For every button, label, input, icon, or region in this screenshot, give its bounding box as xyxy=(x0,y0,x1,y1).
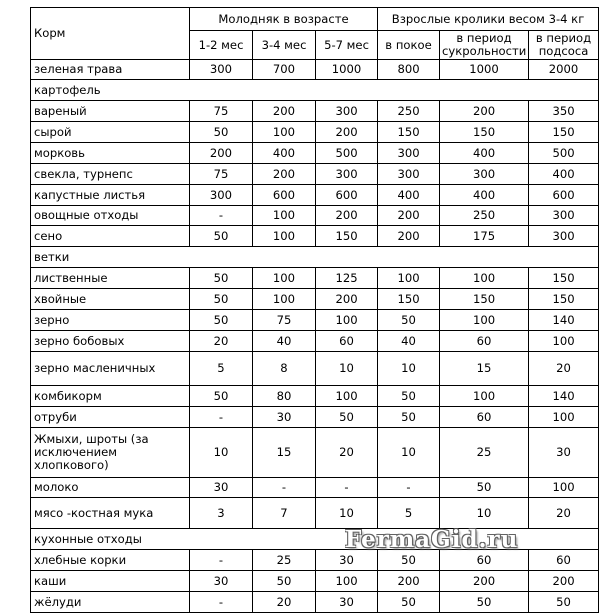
table-row xyxy=(31,352,599,386)
feed-amount-cell: 200 xyxy=(378,226,440,247)
table-row xyxy=(31,206,599,226)
feed-name: зерно масленичных xyxy=(31,352,190,386)
feed-amount-cell: 50 xyxy=(190,122,253,143)
feed-amount-cell: 140 xyxy=(529,386,599,407)
feed-amount-cell: 100 xyxy=(529,331,599,352)
feed-amount-cell: - xyxy=(190,407,253,428)
feed-amount-cell: 50 xyxy=(378,310,440,331)
feed-amount-cell: 40 xyxy=(253,331,316,352)
feed-amount-cell: 100 xyxy=(253,268,316,289)
feed-amount-cell: 200 xyxy=(253,101,316,122)
feed-amount-cell: 50 xyxy=(378,407,440,428)
feed-name: вареный xyxy=(31,101,190,122)
feed-name: отруби xyxy=(31,407,190,428)
feed-amount-cell: 30 xyxy=(529,428,599,478)
feed-amount-cell: 5 xyxy=(378,498,440,529)
feed-amount-cell: 30 xyxy=(316,550,378,571)
feed-amount-cell: 300 xyxy=(190,60,253,80)
feed-amount-cell: 1000 xyxy=(440,60,529,80)
feed-amount-cell: - xyxy=(316,478,378,498)
col-header: в покое xyxy=(378,31,440,60)
feed-amount-cell: 200 xyxy=(190,143,253,164)
feed-amount-cell: 60 xyxy=(529,550,599,571)
feed-amount-cell: 700 xyxy=(253,60,316,80)
feed-amount-cell: 75 xyxy=(190,164,253,185)
feed-amount-cell: 60 xyxy=(440,407,529,428)
feed-amount-cell: 200 xyxy=(253,164,316,185)
feed-amount-cell: 10 xyxy=(316,352,378,386)
table-row xyxy=(31,592,599,613)
feed-amount-cell: 150 xyxy=(529,289,599,310)
feed-name: хлебные корки xyxy=(31,550,190,571)
table-row xyxy=(31,60,599,80)
feed-amount-cell: 600 xyxy=(529,185,599,206)
table-row xyxy=(31,268,599,289)
feed-amount-cell: 8 xyxy=(253,352,316,386)
feed-amount-cell: 75 xyxy=(253,310,316,331)
feed-amount-cell: 250 xyxy=(378,101,440,122)
feed-amount-cell: 25 xyxy=(253,550,316,571)
feed-amount-cell: - xyxy=(190,550,253,571)
feed-amount-cell: 200 xyxy=(378,571,440,592)
feed-name: каши xyxy=(31,571,190,592)
feed-amount-cell: 20 xyxy=(316,428,378,478)
feed-amount-cell: 80 xyxy=(253,386,316,407)
feed-amount-cell: 30 xyxy=(190,478,253,498)
section-row xyxy=(31,80,599,101)
table-row xyxy=(31,571,599,592)
feed-amount-cell: 20 xyxy=(529,352,599,386)
feed-amount-cell: 20 xyxy=(253,592,316,613)
feed-amount-cell: 300 xyxy=(378,143,440,164)
feed-name: зерно бобовых xyxy=(31,331,190,352)
feed-amount-cell: 7 xyxy=(253,498,316,529)
feed-amount-cell: 30 xyxy=(190,571,253,592)
feed-name: жёлуди xyxy=(31,592,190,613)
feed-amount-cell: 50 xyxy=(190,289,253,310)
feed-amount-cell: 60 xyxy=(440,550,529,571)
col-header: 1-2 мес xyxy=(190,31,253,60)
feed-amount-cell: 20 xyxy=(529,498,599,529)
feed-amount-cell: 15 xyxy=(253,428,316,478)
feed-amount-cell: 150 xyxy=(378,122,440,143)
section-label: кухонные отходы xyxy=(31,529,599,550)
feed-amount-cell: 300 xyxy=(529,206,599,226)
feed-amount-cell: 100 xyxy=(253,122,316,143)
feed-amount-cell: 25 xyxy=(440,428,529,478)
feed-amount-cell: 300 xyxy=(529,226,599,247)
table-row xyxy=(31,386,599,407)
feed-amount-cell: 500 xyxy=(316,143,378,164)
feed-amount-cell: 175 xyxy=(440,226,529,247)
feed-amount-cell: 250 xyxy=(440,206,529,226)
feed-amount-cell: 100 xyxy=(253,226,316,247)
feed-amount-cell: 50 xyxy=(440,478,529,498)
watermark: FermaGid.ru xyxy=(345,526,519,553)
feed-amount-cell: 100 xyxy=(440,268,529,289)
table-row xyxy=(31,143,599,164)
feed-amount-cell: 10 xyxy=(378,428,440,478)
table-row xyxy=(31,226,599,247)
feed-amount-cell: 150 xyxy=(378,289,440,310)
col-header: 3-4 мес xyxy=(253,31,316,60)
col-header: в период сукрольности xyxy=(440,31,529,60)
feed-amount-cell: 200 xyxy=(316,206,378,226)
feed-name: Жмыхи, шроты (за исключением хлопкового) xyxy=(31,428,190,478)
feed-amount-cell: 150 xyxy=(529,122,599,143)
feed-amount-cell: 50 xyxy=(378,386,440,407)
feed-amount-cell: 200 xyxy=(440,571,529,592)
section-label: картофель xyxy=(31,80,599,101)
feed-amount-cell: 100 xyxy=(316,386,378,407)
feed-amount-cell: 100 xyxy=(440,386,529,407)
feed-name: молоко xyxy=(31,478,190,498)
feed-amount-cell: 15 xyxy=(440,352,529,386)
feed-amount-cell: 400 xyxy=(440,143,529,164)
feed-name: сено xyxy=(31,226,190,247)
table-row xyxy=(31,101,599,122)
feed-amount-cell: 400 xyxy=(440,185,529,206)
feed-amount-cell: 3 xyxy=(190,498,253,529)
feed-amount-cell: 50 xyxy=(253,571,316,592)
table-row xyxy=(31,310,599,331)
table-row xyxy=(31,407,599,428)
section-label: ветки xyxy=(31,247,599,268)
feed-amount-cell: 75 xyxy=(190,101,253,122)
feed-amount-cell: 150 xyxy=(316,226,378,247)
feed-amount-cell: 40 xyxy=(378,331,440,352)
feed-amount-cell: 50 xyxy=(316,407,378,428)
feed-name: лиственные xyxy=(31,268,190,289)
feed-name: хвойные xyxy=(31,289,190,310)
feed-amount-cell: 5 xyxy=(190,352,253,386)
feed-amount-cell: 200 xyxy=(316,289,378,310)
feed-amount-cell: 50 xyxy=(440,592,529,613)
feed-amount-cell: 125 xyxy=(316,268,378,289)
feed-amount-cell: 200 xyxy=(529,571,599,592)
feed-column-header: Корм xyxy=(31,8,190,60)
feed-amount-cell: 150 xyxy=(440,289,529,310)
feed-amount-cell: 600 xyxy=(316,185,378,206)
feed-amount-cell: 60 xyxy=(316,331,378,352)
feed-amount-cell: 50 xyxy=(190,226,253,247)
feed-name: комбикорм xyxy=(31,386,190,407)
feed-amount-cell: 150 xyxy=(440,122,529,143)
feed-amount-cell: 400 xyxy=(253,143,316,164)
feed-amount-cell: 300 xyxy=(316,101,378,122)
feed-amount-cell: 350 xyxy=(529,101,599,122)
feed-name: морковь xyxy=(31,143,190,164)
feed-amount-cell: 300 xyxy=(440,164,529,185)
feed-amount-cell: 10 xyxy=(378,352,440,386)
feed-amount-cell: 800 xyxy=(378,60,440,80)
adult-group-header: Взрослые кролики весом 3-4 кг xyxy=(378,8,599,31)
feed-amount-cell: 10 xyxy=(190,428,253,478)
section-row xyxy=(31,247,599,268)
table-row xyxy=(31,498,599,529)
feed-amount-cell: 30 xyxy=(253,407,316,428)
feed-amount-cell: 400 xyxy=(529,164,599,185)
table-row xyxy=(31,164,599,185)
feed-amount-cell: - xyxy=(190,206,253,226)
table-row xyxy=(31,185,599,206)
table-row xyxy=(31,331,599,352)
feed-amount-cell: 200 xyxy=(378,206,440,226)
feed-amount-cell: 100 xyxy=(253,206,316,226)
table-row xyxy=(31,122,599,143)
feed-amount-cell: 300 xyxy=(316,164,378,185)
feed-amount-cell: 50 xyxy=(190,310,253,331)
feed-name: зерно xyxy=(31,310,190,331)
feed-amount-cell: 100 xyxy=(529,478,599,498)
feed-name: мясо -костная мука xyxy=(31,498,190,529)
feed-amount-cell: 50 xyxy=(378,550,440,571)
feed-amount-cell: 50 xyxy=(190,268,253,289)
feed-name: свекла, турнепс xyxy=(31,164,190,185)
feed-amount-cell: 50 xyxy=(378,592,440,613)
feed-amount-cell: 1000 xyxy=(316,60,378,80)
feed-amount-cell: 50 xyxy=(190,386,253,407)
feed-amount-cell: 2000 xyxy=(529,60,599,80)
young-group-header: Молодняк в возрасте xyxy=(190,8,378,31)
feed-amount-cell: 50 xyxy=(529,592,599,613)
feed-amount-cell: 200 xyxy=(440,101,529,122)
feed-amount-cell: 60 xyxy=(440,331,529,352)
feed-amount-cell: 100 xyxy=(316,310,378,331)
feed-amount-cell: 20 xyxy=(190,331,253,352)
feed-amount-cell: 100 xyxy=(529,407,599,428)
feed-amount-cell: 140 xyxy=(529,310,599,331)
feed-amount-cell: 600 xyxy=(253,185,316,206)
feed-amount-cell: 500 xyxy=(529,143,599,164)
feed-amount-cell: - xyxy=(190,592,253,613)
table-row xyxy=(31,478,599,498)
feed-amount-cell: - xyxy=(253,478,316,498)
feed-name: овощные отходы xyxy=(31,206,190,226)
col-header: 5-7 мес xyxy=(316,31,378,60)
feed-amount-cell: 100 xyxy=(440,310,529,331)
feed-amount-cell: 400 xyxy=(378,185,440,206)
header-row-groups xyxy=(31,8,599,31)
feed-amount-cell: 150 xyxy=(529,268,599,289)
feed-amount-cell: - xyxy=(378,478,440,498)
feed-amount-cell: 10 xyxy=(316,498,378,529)
table-row xyxy=(31,289,599,310)
feed-amount-cell: 300 xyxy=(378,164,440,185)
feed-name: зеленая трава xyxy=(31,60,190,80)
feed-amount-cell: 300 xyxy=(190,185,253,206)
feed-name: капустные листья xyxy=(31,185,190,206)
feed-amount-cell: 100 xyxy=(378,268,440,289)
table-row xyxy=(31,428,599,478)
feed-amount-cell: 100 xyxy=(316,571,378,592)
feed-amount-cell: 200 xyxy=(316,122,378,143)
feed-amount-cell: 10 xyxy=(440,498,529,529)
feed-amount-cell: 100 xyxy=(253,289,316,310)
feed-name: сырой xyxy=(31,122,190,143)
feed-amount-cell: 30 xyxy=(316,592,378,613)
feed-table xyxy=(30,7,599,613)
col-header: в период подсоса xyxy=(529,31,599,60)
